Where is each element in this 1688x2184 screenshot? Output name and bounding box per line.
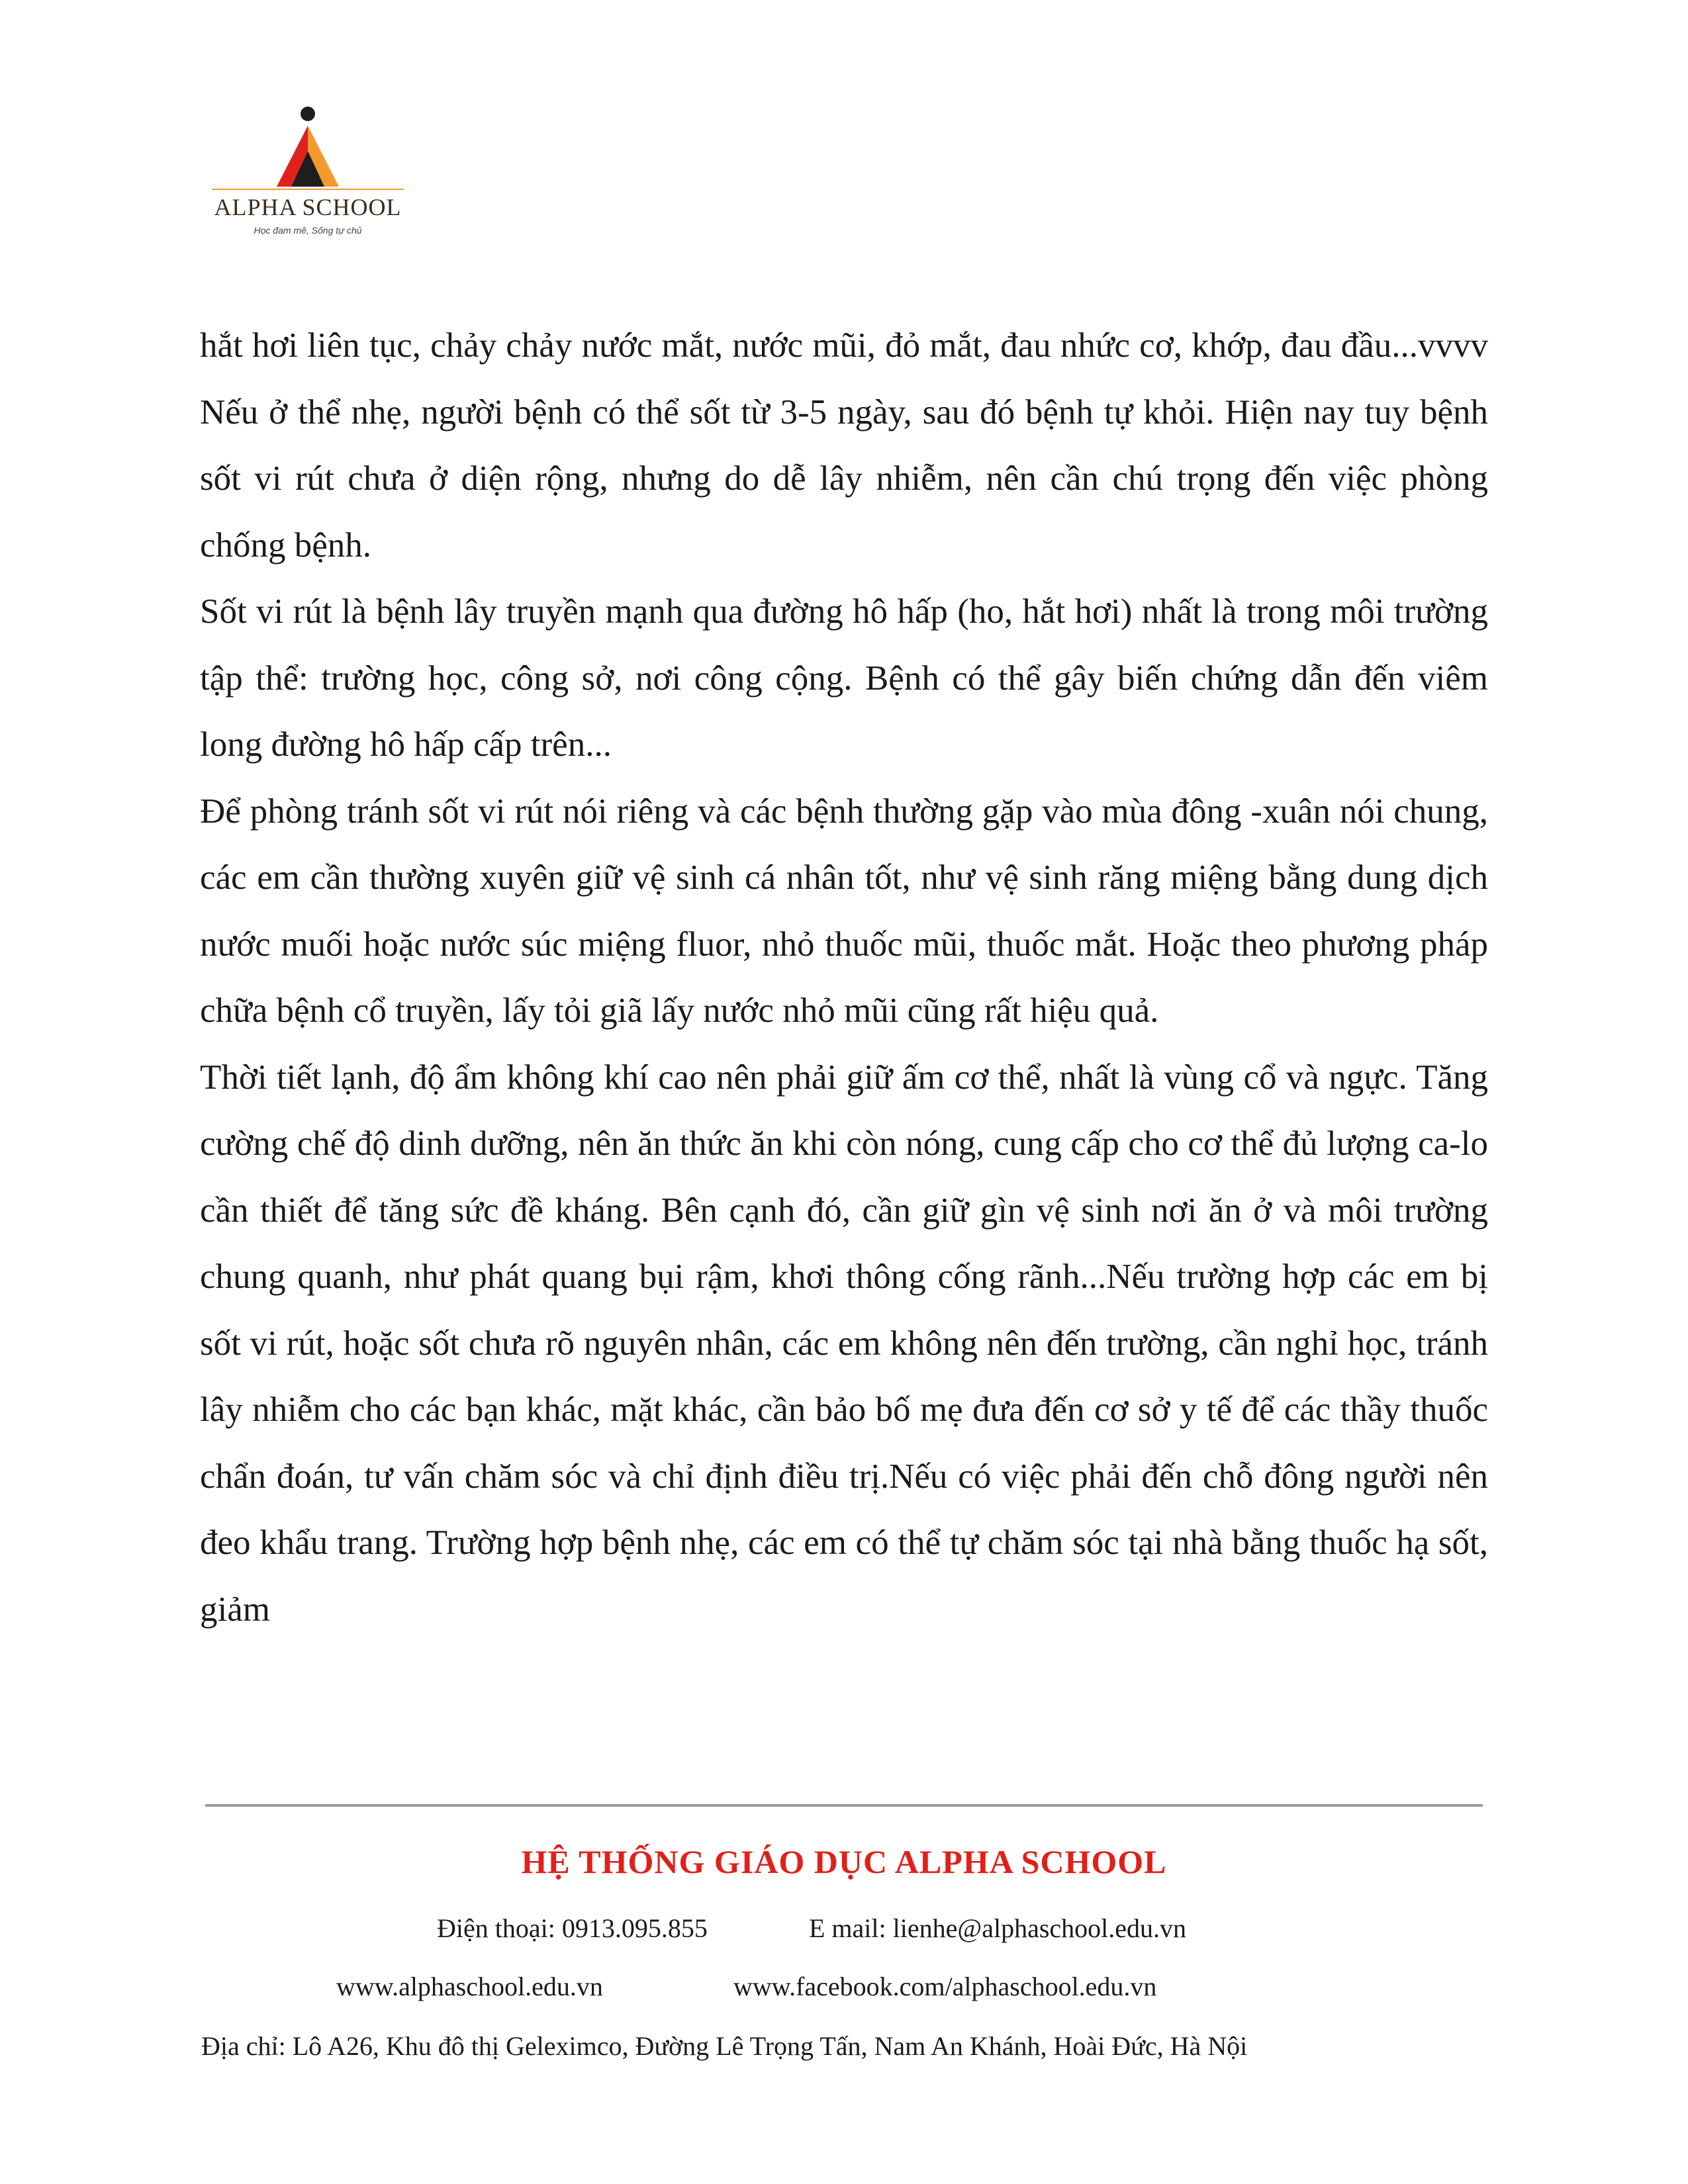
paragraph: Thời tiết lạnh, độ ẩm không khí cao nên phải giữ ấm cơ thể, nhất là vùng cổ và ngực. Tăng cường chế độ dinh dưỡng, nên ăn thức ăn khi còn nóng, cung cấp cho cơ thể đủ lượng ca-lo cần thiết để tăng sức đề kháng. Bên cạnh đó, cần giữ gìn vệ sinh nơi ăn ở và môi trường chung quanh, như phát quang bụi rậm, khơi thông cống rãnh...Nếu trường hợp các em bị sốt vi rút, hoặc sốt chưa rõ nguyên nhân, các em không nên đến trường, cần nghỉ học, tránh lây nhiễm cho các bạn khác, mặt khác, cần bảo bố mẹ đưa đến cơ sở y tế để các thầy thuốc chẩn đoán, tư vấn chăm sóc và chỉ định điều trị.Nếu có việc phải đến chỗ đông người nên đeo khẩu trang. Trường hợp bệnh nhẹ, các em có thể tự chăm sóc tại nhà bằng thuốc hạ sốt, giảm [200, 1058, 1488, 1629]
paragraph: Để phòng tránh sốt vi rút nói riêng và các bệnh thường gặp vào mùa đông -xuân nói chung, các em cần thường xuyên giữ vệ sinh cá nhân tốt, như vệ sinh răng miệng bằng dung dịch nước muối hoặc nước súc miệng fluor, nhỏ thuốc mũi, thuốc mắt. Hoặc theo phương pháp chữa bệnh cổ truyền, lấy tỏi giã lấy nước nhỏ mũi cũng rất hiệu quả. [200, 792, 1488, 1030]
footer-title: HỆ THỐNG GIÁO DỤC ALPHA SCHOOL [521, 1843, 1167, 1880]
logo-tagline: Học đam mê, Sống tự chủ [254, 225, 362, 236]
alpha-logo-mark-icon [199, 99, 417, 192]
footer-divider [205, 1804, 1483, 1807]
logo-school-name: ALPHA SCHOOL [214, 194, 402, 220]
paragraph: hắt hơi liên tục, chảy chảy nước mắt, nước mũi, đỏ mắt, đau nhức cơ, khớp, đau đầu...vvvv Nếu ở thể nhẹ, người bệnh có thể sốt từ 3-5 ngày, sau đó bệnh tự khỏi. Hiện nay tuy bệnh sốt vi rút chưa ở diện rộng, nhưng do dễ lây nhiễm, nên cần chú trọng đến việc phòng chống bệnh. [200, 326, 1488, 565]
footer-email[interactable]: E mail: lienhe@alphaschool.edu.vn [809, 1913, 1187, 1943]
alpha-school-logo [199, 99, 417, 265]
footer-phone: Điện thoại: 0913.095.855 [437, 1913, 708, 1943]
article-body [200, 312, 1488, 1643]
footer-website-link[interactable]: www.alphaschool.edu.vn [336, 1972, 603, 2001]
paragraph: Sốt vi rút là bệnh lây truyền mạnh qua đường hô hấp (ho, hắt hơi) nhất là trong môi trường tập thể: trường học, công sở, nơi công cộng. Bệnh có thể gây biến chứng dẫn đến viêm long đường hô hấp cấp trên... [200, 592, 1488, 764]
footer-facebook-link[interactable]: www.facebook.com/alphaschool.edu.vn [733, 1972, 1157, 2001]
footer-address: Địa chỉ: Lô A26, Khu đô thị Geleximco, Đường Lê Trọng Tấn, Nam An Khánh, Hoài Đức, Hà Nội [201, 2031, 1248, 2061]
